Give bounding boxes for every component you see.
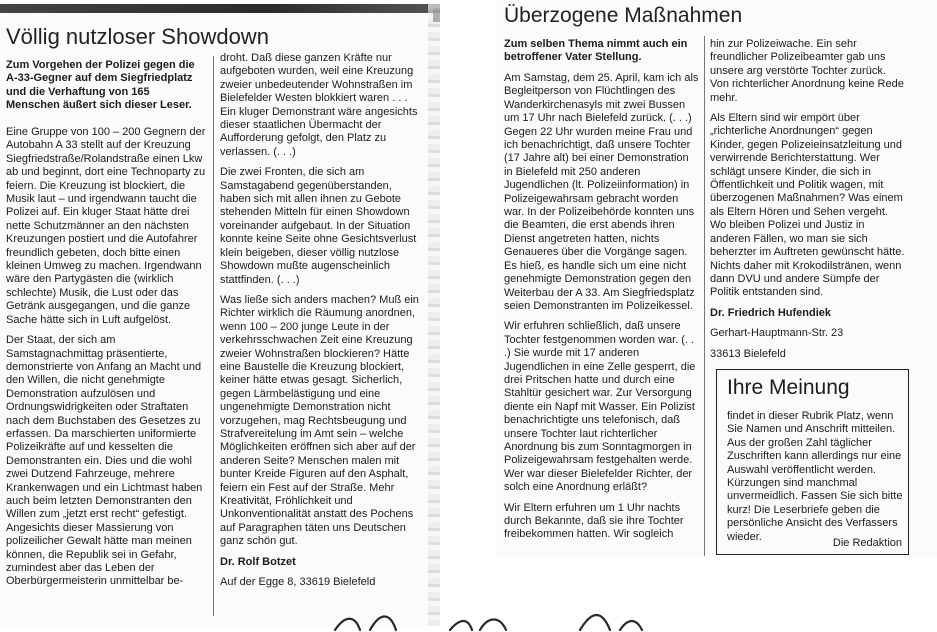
opinion-box-body: findet in dieser Rubrik Platz, wenn Sie Namen und Anschrift mitteilen. Aus der großen Zahl täglicher Zuschriften kann allerdings nur eine Auswahl veröffentlicht werden. Kürzungen sind manchmal unvermeidlich. Fassen Sie sich bitte kurz! Die Leserbriefe geben die persönliche Ansicht des Verfassers wieder.	[727, 410, 903, 543]
left-column-1	[6, 126, 206, 596]
torn-edge	[428, 4, 440, 626]
right-col1-paragraph-1: Am Samstag, dem 25. April, kam ich als Begleitperson von Flüchtlingen des Wanderkirchenasyls mit zwei Bussen um 17 Uhr nach Bielefeld zurück. (. . .) Gegen 22 Uhr wurden meine Frau und ich benachrichtigt, daß unsere Tochter (17 Jahre alt) bei einer Demonstration in Bielefeld mit 250 anderen Jugendlichen (lt. Polizeiinformation) in Polizeigewahrsam gebracht worden war. In der Polizeibehörde konnten uns die Beamten, die erst abends ihren Dienst angetreten hatten, nichts Genaueres über die Vorgänge sagen. Es hieß, es handle sich um eine nicht genehmigte Demonstration gegen den Weiterbau der A 33. Am Siegfriedsplatz seien Demonstranten im Polizeikessel.	[504, 72, 699, 312]
gap-between-clippings	[440, 0, 497, 631]
left-col1-paragraph-2: Der Staat, der sich am Samstagnachmittag präsentierte, demonstrierte von Anfang an Macht und den Willen, die nicht genehmigte Demonstration aufzulösen und Ordnungswidrigkeiten oder Straftaten nach dem Buchstaben des Gesetzes zu erfassen. Da marschierten uniformierte Polizeikräfte auf und kesselten die Demonstranten ein. Dies und die wohl zwei Dutzend Fahrzeuge, mehrere Krankenwagen und ein Lichtmast haben auch beim letzten Demonstranten den Willen zum „jetzt erst recht“ gefestigt. Angesichts dieser Massierung von polizeilicher Gewalt hätte man meinen können, die Republik sei in Gefahr, zumindest aber das Leben der Oberbürgermeisterin unmittelbar be-	[6, 334, 203, 588]
right-col2-paragraph-1: hin zur Polizeiwache. Ein sehr freundlicher Polizeibeamter gab uns unsere arg verstörte Tochter zurück. Von richterlicher Anordnung keine Rede mehr.	[710, 38, 904, 104]
opinion-box-signature: Die Redaktion	[832, 537, 902, 549]
left-col2-paragraph-2: Die zwei Fronten, die sich am Samstagabend gegenüberstanden, haben sich mit allen ihnen zu Gebote stehenden Mitteln für einen Showdown voreinander aufgebaut. In der Situation konnte keine Seite ohne Gesichtsverlust klein beigeben, dieser völlig nutzlose Showdown mußte augenscheinlich stattfinden. (. . .)	[220, 166, 417, 286]
handwriting-scrawl	[330, 610, 660, 632]
column-divider	[213, 56, 214, 616]
left-signature: Dr. Rolf Botzet	[220, 555, 296, 568]
right-col1-paragraph-2: Wir erfuhren schließlich, daß unsere Tochter festgenommen worden war. (. . .) Sie wurde mit 17 anderen Jugendlichen in eine Zelle gesperrt, die drei Pritschen hatte und durch eine Stahltür gesichert war. Zur Versorgung diente ein Napf mit Wasser. Ein Polizist benachrichtigte uns telefonisch, daß unsere Tochter laut richterlicher Anordnung bis zum Sonntagmorgen in Polizeigewahrsam festgehalten werde. Wer war dieser Bielefelder Richter, der solch eine Anordnung erläßt?	[504, 320, 696, 494]
right-col1-paragraph-3: Wir Eltern erfuhren um 1 Uhr nachts durch Bekannte, daß sie ihre Tochter freibekommen hatten. Wir sogleich	[504, 501, 684, 541]
right-headline: Überzogene Maßnahmen	[504, 4, 743, 27]
left-col2-paragraph-1: droht. Daß diese ganzen Kräfte nur aufgeboten wurden, weil eine Kreuzung zweier unbedeutender Wohnstraßen im Bielefelder Westen blokkiert waren . . . Ein kluger Demonstrant wäre angesichts dieser staatlichen Übermacht der Aufforderung gefolgt, den Platz zu verlassen. (. . .)	[220, 52, 418, 158]
right-lead: Zum selben Thema nimmt auch ein betroffener Vater Stellung.	[504, 38, 688, 64]
right-column-divider	[704, 36, 705, 556]
top-bar-rule	[0, 4, 440, 13]
left-lead: Zum Vorgehen der Polizei gegen die A-33-Gegner auf dem Siegfriedplatz und die Verhaftung von 165 Menschen äußert sich dieser Leser.	[6, 59, 195, 112]
right-col2-paragraph-2: Als Eltern sind wir empört über „richterliche Anordnungen“ gegen Kinder, gegen Polizeieinsatzleitung und verwirrende Berichterstattung. Wer schlägt unsere Kinder, die sich in Öffentlichkeit und Politik wagen, mit überzogenen Maßnahmen? Was einem als Eltern Hören und Sehen vergeht. Wo bleiben Polizei und Justiz in anderen Fällen, wo man sie sich beherzter im Auftreten gewünscht hätte. Nichts daher mit Krokodilstränen, wenn dann DVU und andere Sümpfe der Politik entstanden sind.	[710, 112, 905, 299]
opinion-box	[716, 369, 909, 555]
right-column-2	[710, 38, 906, 368]
opinion-box-title: Ihre Meinung	[727, 376, 850, 399]
left-clipping	[0, 4, 440, 626]
right-signature: Dr. Friedrich Hufendiek	[710, 306, 832, 319]
left-col2-paragraph-3: Was ließe sich anders machen? Muß ein Richter wirklich die Räumung anordnen, wenn 100 – 200 junge Leute in der verkehrsschwachen Zeit eine Kreuzung zweier Wohnstraßen blockieren? Hätte eine Baustelle die Kreuzung blockiert, keiner hätte etwas gesagt. Sicherlich, gegen Lärmbelästigung und eine ungenehmigte Demonstration nicht vorzugehen, mag Rechtsbeugung und Strafvereitelung im Amt sein – welche Möglichkeiten eröffnen sich aber auf der anderen Seite? Menschen malen mit bunter Kreide Figuren auf den Asphalt, feiern ein Fest auf der Straße. Mehr Kreativität, Fröhlichkeit und Unkonventionalität anstatt des Pochens auf Paragraphen täten uns Deutschen ganz schön gut.	[220, 293, 419, 548]
left-headline: Völlig nutzloser Showdown	[6, 24, 269, 49]
left-column-2	[220, 52, 420, 596]
left-col1-paragraph-1: Eine Gruppe von 100 – 200 Gegnern der Autobahn A 33 stellt auf der Kreuzung Siegfriedstraße/Rolandstraße einen Lkw ab und beginnt, dort eine Technoparty zu feiern. Die Kreuzung ist blockiert, die Musik laut – und irgendwann taucht die Polizei auf. Ein kluger Staat hätte drei nette Schutzmänner an den nächsten Kreuzungen postiert und die Autofahrer freundlich gebeten, doch bitte einen kleinen Umweg zu machen. Irgendwann wäre den Partygästen die (wirklich schlechte) Musik, die Lust oder das Getränk ausgegangen, und die ganze Sache hätte sich in Luft aufgelöst.	[6, 126, 206, 326]
left-address: Auf der Egge 8, 33619 Bielefeld	[220, 576, 376, 589]
right-column-1	[504, 72, 700, 549]
right-address-street: Gerhart-Hauptmann-Str. 23	[710, 327, 844, 340]
right-address-city: 33613 Bielefeld	[710, 347, 786, 360]
